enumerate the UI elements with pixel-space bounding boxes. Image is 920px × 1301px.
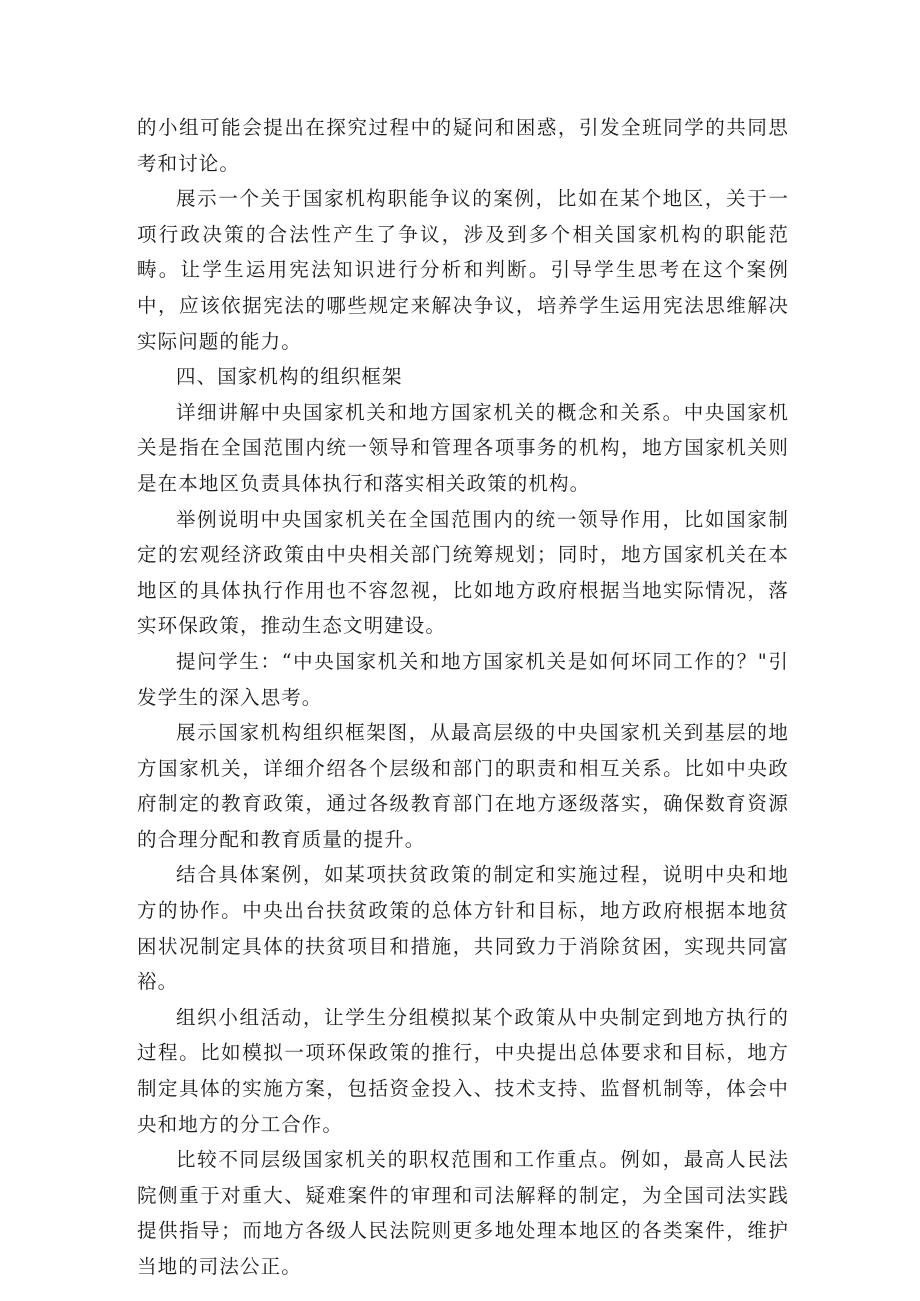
paragraph-concepts: 详细讲解中央国家机关和地方国家机关的概念和关系。中央国家机关是指在全国范围内统一领导和管理各项事务的机构，地方国家机关则是在本地区负责具体执行和落实相关政策的机构。 bbox=[137, 400, 789, 495]
paragraph-examples: 举例说明中央国家机关在全国范围内的统一领导作用，比如国家制定的宏观经济政策由中央相关部门统筹规划；同时，地方国家机关在本地区的具体执行作用也不容忽视，比如地方政府根据当地实际情况，落实环保政策，推动生态文明建设。 bbox=[137, 507, 789, 638]
section-heading: 四、国家机构的组织框架 bbox=[176, 365, 403, 389]
paragraph-question: 提问学生：“中央国家机关和地方国家机关是如何坏同工作的？"引发学生的深入思考。 bbox=[137, 649, 789, 709]
paragraph-continuation: 的小组可能会提出在探究过程中的疑问和困惑，引发全班同学的共同思考和讨论。 bbox=[137, 116, 789, 175]
paragraph-case-study: 展示一个关于国家机构职能争议的案例，比如在某个地区，关于一项行政决策的合法性产生了争议，涉及到多个相关国家机构的职能范畴。让学生运用宪法知识进行分析和判断。引导学生思考在这个案例中，应该依据宪法的哪些规定来解决争议，培养学生运用宪法思维解决实际问题的能力。 bbox=[137, 187, 789, 353]
document-page bbox=[137, 110, 789, 1285]
paragraph-poverty-case: 结合具体案例，如某项扶贫政策的制定和实施过程，说明中央和地方的协作。中央出台扶贫政策的总体方针和目标，地方政府根据本地贫困状况制定具体的扶贫项目和措施，共同致力于消除贫困，实现共同富裕。 bbox=[137, 863, 789, 994]
paragraph-comparison: 比较不同层级国家机关的职权范围和工作重点。例如，最高人民法院侧重于对重大、疑难案件的审理和司法解释的制定，为全国司法实践提供指导；而地方各级人民法院则更多地处理本地区的各类案件，维护当地的司法公正。 bbox=[137, 1148, 789, 1278]
paragraph-group-activity: 组织小组活动，让学生分组模拟某个政策从中央制定到地方执行的过程。比如模拟一项环保政策的推行，中央提出总体要求和目标，地方制定具体的实施方案，包括资金投入、技术支持、监督机制等，体会中央和地方的分工合作。 bbox=[137, 1005, 789, 1136]
paragraph-framework-diagram: 展示国家机构组织框架图，从最高层级的中央国家机关到基层的地方国家机关，详细介绍各个层级和部门的职责和相互关系。比如中央政府制定的教育政策，通过各级教育部门在地方逐级落实，确保数育资源的合理分配和教育质量的提升。 bbox=[137, 721, 789, 851]
